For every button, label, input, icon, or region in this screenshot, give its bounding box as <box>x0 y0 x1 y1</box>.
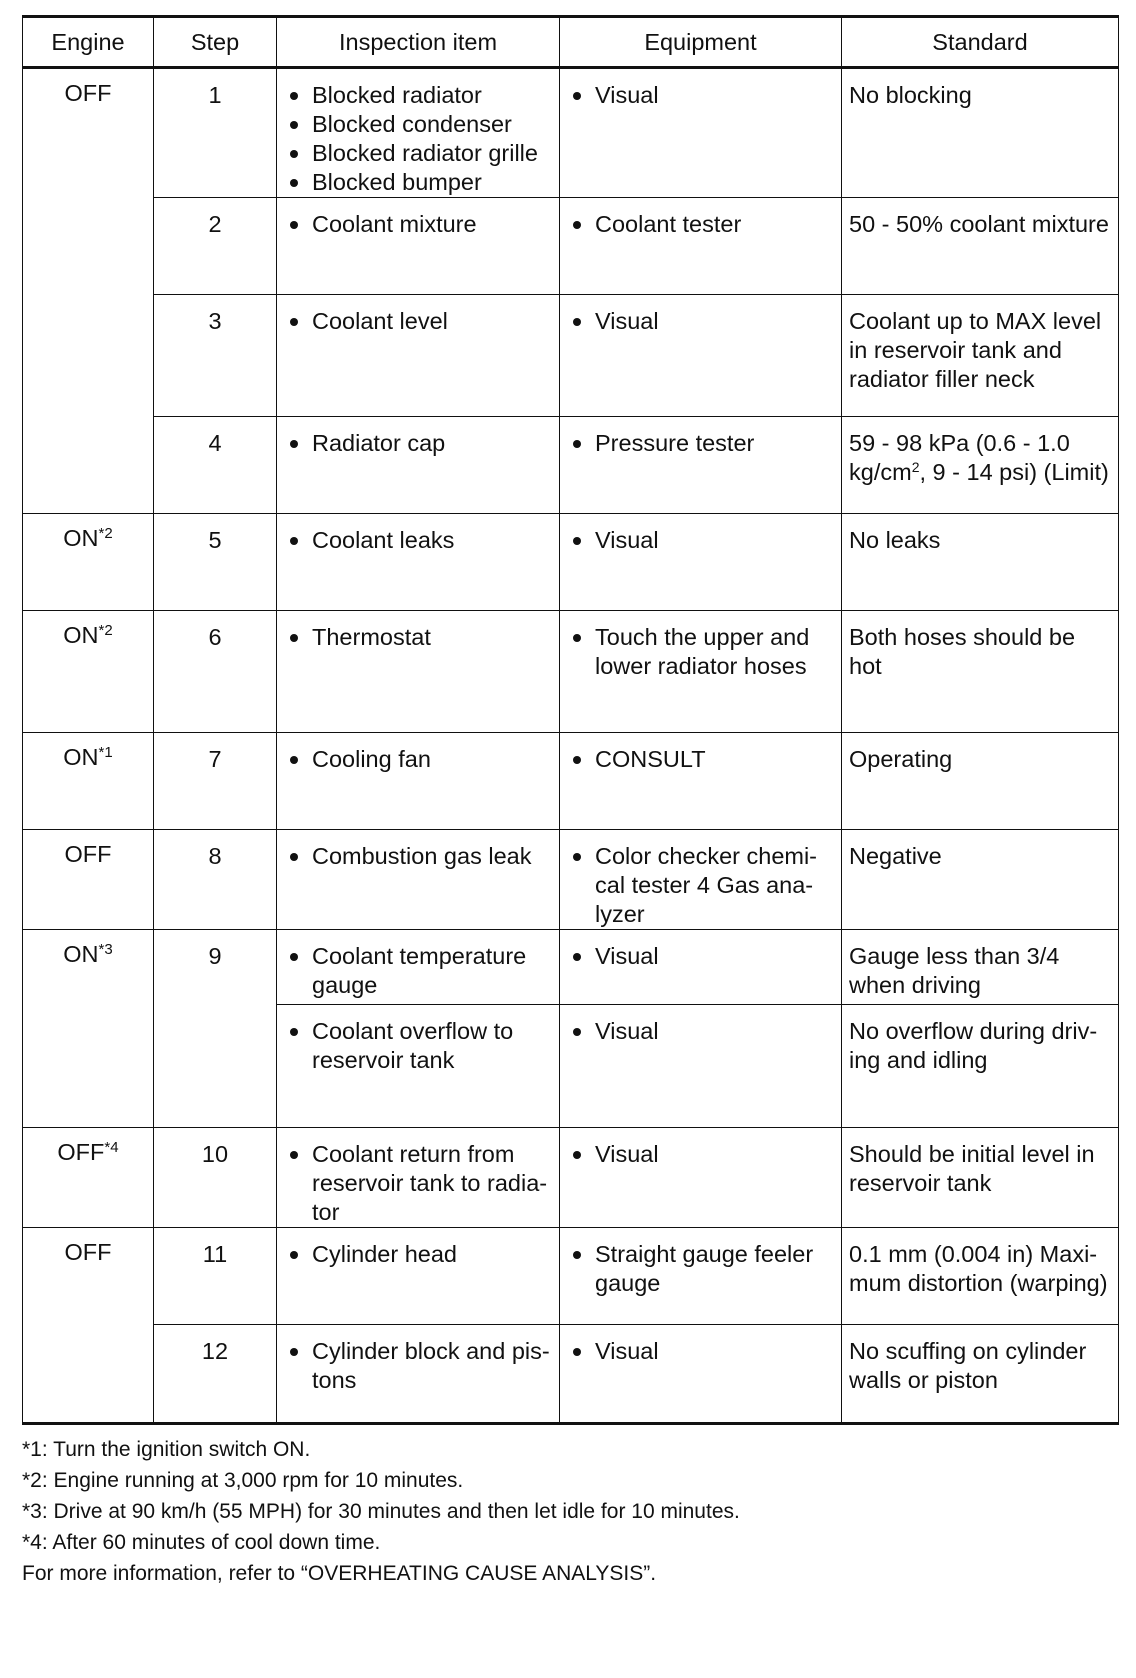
list-item: Blocked bumper <box>285 168 553 197</box>
table-row <box>23 1228 1119 1325</box>
list-item: Coolant leaks <box>285 526 553 555</box>
equipment-cell <box>560 830 842 930</box>
inspection-item-cell <box>277 611 560 733</box>
table-row <box>23 930 1119 1005</box>
standard-cell: Coolant up to MAX level in reservoir tank and radiator filler neck <box>842 295 1119 417</box>
step-cell: 4 <box>154 417 277 514</box>
list-item: Coolant return from reservoir tank to radia-tor <box>285 1140 553 1227</box>
equipment-cell <box>560 417 842 514</box>
list-item: Coolant level <box>285 307 553 336</box>
list-item: Thermostat <box>285 623 553 652</box>
inspection-item-cell <box>277 1128 560 1228</box>
inspection-item-cell <box>277 1325 560 1424</box>
step-cell: 10 <box>154 1128 277 1228</box>
step-cell: 2 <box>154 198 277 295</box>
inspection-item-cell <box>277 830 560 930</box>
step-cell: 1 <box>154 68 277 198</box>
list-item: Coolant mixture <box>285 210 553 239</box>
superscript: 2 <box>911 459 920 475</box>
standard-cell: No leaks <box>842 514 1119 611</box>
equipment-cell <box>560 1128 842 1228</box>
step-cell: 7 <box>154 733 277 830</box>
equipment-cell <box>560 1005 842 1128</box>
equipment-cell <box>560 611 842 733</box>
list-item: Cylinder block and pis-tons <box>285 1337 553 1395</box>
equipment-cell <box>560 1228 842 1325</box>
step-cell: 6 <box>154 611 277 733</box>
list-item: Visual <box>568 942 835 971</box>
header-inspection-item: Inspection item <box>277 17 560 68</box>
standard-cell: Both hoses should be hot <box>842 611 1119 733</box>
list-item: Cooling fan <box>285 745 553 774</box>
header-equipment: Equipment <box>560 17 842 68</box>
list-item: Touch the upper and lower radiator hoses <box>568 623 835 681</box>
table-row <box>23 830 1119 930</box>
table-row <box>23 1128 1119 1228</box>
inspection-item-cell <box>277 1228 560 1325</box>
table-row <box>23 198 1119 295</box>
step-cell: 12 <box>154 1325 277 1424</box>
equipment-cell <box>560 295 842 417</box>
standard-cell: No blocking <box>842 68 1119 198</box>
footnote-ref: *2 <box>98 622 113 639</box>
engine-cell: OFF$^{*4}$ <box>23 1128 154 1228</box>
inspection-item-cell <box>277 198 560 295</box>
list-item: Visual <box>568 1017 835 1046</box>
footnotes <box>22 1434 1118 1589</box>
header-engine: Engine <box>23 17 154 68</box>
equipment-cell <box>560 68 842 198</box>
footnote-ref: *1 <box>98 744 113 761</box>
inspection-item-cell <box>277 295 560 417</box>
inspection-item-cell <box>277 68 560 198</box>
table-row <box>23 611 1119 733</box>
equipment-cell <box>560 1325 842 1424</box>
table-row <box>23 68 1119 198</box>
table-row <box>23 295 1119 417</box>
equipment-cell <box>560 733 842 830</box>
list-item: CONSULT <box>568 745 835 774</box>
header-step: Step <box>154 17 277 68</box>
list-item: Cylinder head <box>285 1240 553 1269</box>
table-row <box>23 514 1119 611</box>
footnote-3: *3: Drive at 90 km/h (55 MPH) for 30 minutes and then let idle for 10 minutes. <box>22 1500 740 1523</box>
equipment-cell <box>560 198 842 295</box>
standard-cell: 50 - 50% coolant mixture <box>842 198 1119 295</box>
step-cell: 8 <box>154 830 277 930</box>
step-cell: 11 <box>154 1228 277 1325</box>
list-item: Coolant temperature gauge <box>285 942 553 1000</box>
engine-cell: ON$^{*2}$ <box>23 514 154 611</box>
list-item: Straight gauge feeler gauge <box>568 1240 835 1298</box>
standard-cell: No scuffing on cylinder walls or piston <box>842 1325 1119 1424</box>
standard-cell: 0.1 mm (0.004 in) Maxi-mum distortion (warping) <box>842 1228 1119 1325</box>
list-item: Visual <box>568 307 835 336</box>
list-item: Radiator cap <box>285 429 553 458</box>
list-item: Visual <box>568 81 835 110</box>
engine-cell: ON$^{*2}$ <box>23 611 154 733</box>
inspection-item-cell <box>277 417 560 514</box>
list-item: Blocked radiator grille <box>285 139 553 168</box>
standard-cell: 59 - 98 kPa (0.6 - 1.0 $kg/cm^2$, 9 - 14 psi) (Limit) <box>842 417 1119 514</box>
list-item: Blocked condenser <box>285 110 553 139</box>
inspection-table <box>22 15 1119 1425</box>
step-cell: 9 <box>154 930 277 1128</box>
engine-cell: OFF <box>23 1228 154 1424</box>
standard-cell: Negative <box>842 830 1119 930</box>
table-header-row <box>23 17 1119 68</box>
list-item: Blocked radiator <box>285 81 553 110</box>
inspection-item-cell <box>277 1005 560 1128</box>
step-cell: 5 <box>154 514 277 611</box>
engine-cell: OFF <box>23 68 154 514</box>
header-standard: Standard <box>842 17 1119 68</box>
footnote-1: *1: Turn the ignition switch ON. <box>22 1438 311 1461</box>
standard-cell: Gauge less than 3/4 when driving <box>842 930 1119 1005</box>
footnote-ref: *2 <box>98 525 113 542</box>
footnote-ref: *3 <box>98 941 113 958</box>
table-row <box>23 417 1119 514</box>
inspection-document <box>22 15 1118 1589</box>
standard-cell: No overflow during driv-ing and idling <box>842 1005 1119 1128</box>
list-item: Visual <box>568 1140 835 1169</box>
list-item: Pressure tester <box>568 429 835 458</box>
inspection-item-cell <box>277 514 560 611</box>
list-item: Coolant tester <box>568 210 835 239</box>
inspection-item-cell <box>277 733 560 830</box>
list-item: Visual <box>568 526 835 555</box>
standard-cell: Operating <box>842 733 1119 830</box>
footnote-4: *4: After 60 minutes of cool down time. <box>22 1531 381 1554</box>
list-item: Coolant overflow to reservoir tank <box>285 1017 553 1075</box>
inspection-item-cell <box>277 930 560 1005</box>
list-item: Color checker chemi-cal tester 4 Gas ana-lyzer <box>568 842 835 929</box>
engine-cell: OFF <box>23 830 154 930</box>
list-item: Combustion gas leak <box>285 842 553 871</box>
equipment-cell <box>560 514 842 611</box>
table-row <box>23 1325 1119 1424</box>
engine-cell: ON$^{*3}$ <box>23 930 154 1128</box>
list-item: Visual <box>568 1337 835 1366</box>
equipment-cell <box>560 930 842 1005</box>
footnote-ref: *4 <box>104 1139 119 1156</box>
reference-note: For more information, refer to “OVERHEATING CAUSE ANALYSIS”. <box>22 1562 657 1585</box>
footnote-2: *2: Engine running at 3,000 rpm for 10 minutes. <box>22 1469 464 1492</box>
engine-cell: ON$^{*1}$ <box>23 733 154 830</box>
step-cell: 3 <box>154 295 277 417</box>
table-row <box>23 733 1119 830</box>
standard-cell: Should be initial level in reservoir tank <box>842 1128 1119 1228</box>
